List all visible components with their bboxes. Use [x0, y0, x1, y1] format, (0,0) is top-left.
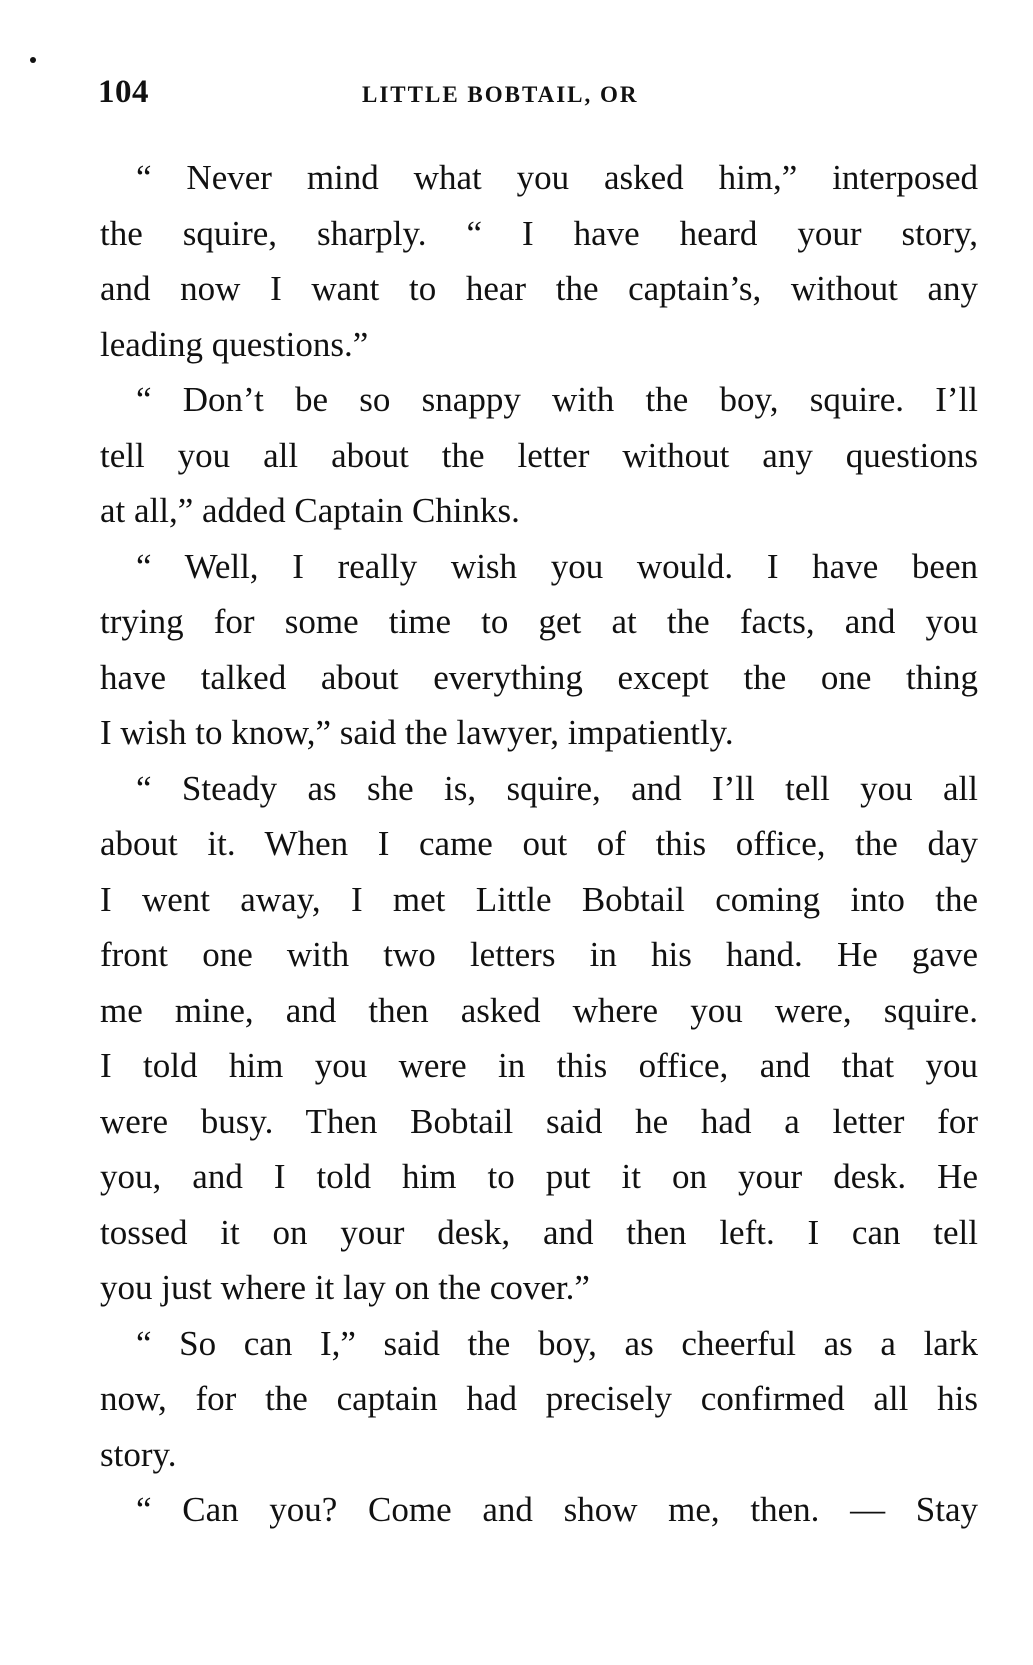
ink-speck	[30, 57, 36, 63]
text-line: I went away, I met Little Bobtail coming into the	[100, 879, 978, 919]
text-line: tossed it on your desk, and then left. I can tell	[100, 1212, 978, 1252]
text-line: “ So can I,” said the boy, as cheerful as a lark	[136, 1323, 978, 1363]
page-number: 104	[98, 74, 149, 110]
text-line: I told him you were in this office, and that you	[100, 1046, 978, 1085]
running-head	[98, 74, 978, 114]
text-line: and now I want to hear the captain’s, without any	[100, 269, 978, 308]
text-line: at all,” added Captain Chinks.	[100, 491, 520, 530]
text-line: me mine, and then asked where you were, squire.	[100, 990, 978, 1030]
body-text	[100, 150, 978, 1538]
text-line: “ Steady as she is, squire, and I’ll tell you all	[136, 768, 978, 808]
text-line: have talked about everything except the one thing	[100, 657, 978, 697]
text-line: I wish to know,” said the lawyer, impatiently.	[100, 713, 734, 752]
text-line: “ Never mind what you asked him,” interposed	[136, 158, 978, 197]
text-line: front one with two letters in his hand. He gave	[100, 935, 978, 974]
text-line: the squire, sharply. “ I have heard your story,	[100, 213, 978, 253]
text-line: “ Well, I really wish you would. I have been	[136, 546, 978, 586]
text-line: leading questions.”	[100, 324, 369, 364]
text-line: story.	[100, 1434, 177, 1474]
text-line: were busy. Then Bobtail said he had a letter for	[100, 1101, 978, 1141]
text-line: you, and I told him to put it on your desk. He	[100, 1157, 978, 1196]
text-line: tell you all about the letter without any questions	[100, 435, 978, 475]
text-line: “ Don’t be so snappy with the boy, squire. I’ll	[136, 380, 978, 419]
text-line: now, for the captain had precisely confirmed all his	[100, 1379, 978, 1418]
text-line: trying for some time to get at the facts, and you	[100, 602, 978, 641]
text-line: about it. When I came out of this office, the day	[100, 824, 978, 863]
text-line: “ Can you? Come and show me, then. — Stay	[136, 1490, 978, 1529]
running-title: LITTLE BOBTAIL, OR	[362, 82, 639, 107]
text-line: you just where it lay on the cover.”	[100, 1268, 590, 1307]
